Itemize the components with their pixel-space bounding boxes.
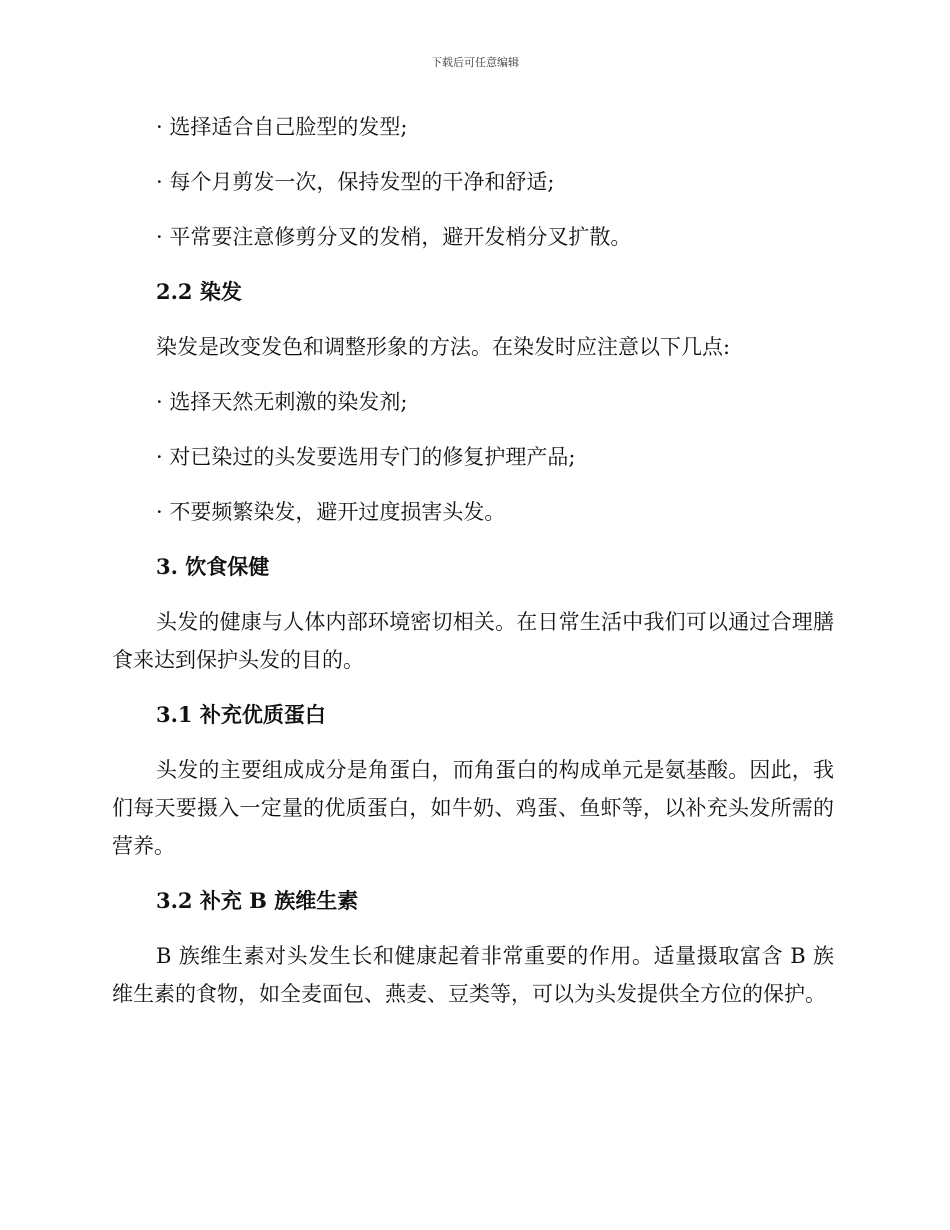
paragraph: B 族维生素对头发生长和健康起着非常重要的作用。适量摄取富含 B 族维生素的食物，如全麦面包、燕麦、豆类等，可以为头发提供全方位的保护。 bbox=[112, 944, 834, 1006]
section-heading: 3.2 补充 B 族维生素 bbox=[156, 888, 359, 913]
page-header: 下载后可任意编辑 bbox=[431, 56, 519, 69]
bullet-item: · 每个月剪发一次，保持发型的干净和舒适; bbox=[156, 170, 555, 194]
bullet-item: · 选择天然无刺激的染发剂; bbox=[156, 390, 408, 414]
bullet-item: · 对已染过的头发要选用专门的修复护理产品; bbox=[156, 445, 576, 469]
bullet-item: · 选择适合自己脸型的发型; bbox=[156, 115, 408, 139]
document-body bbox=[112, 108, 834, 1030]
paragraph: 头发的主要组成成分是角蛋白，而角蛋白的构成单元是氨基酸。因此，我们每天要摄入一定量的优质蛋白，如牛奶、鸡蛋、鱼虾等，以补充头发所需的营养。 bbox=[112, 758, 834, 858]
section-heading: 2.2 染发 bbox=[156, 279, 242, 304]
section-heading: 3.1 补充优质蛋白 bbox=[156, 702, 326, 727]
section-heading: 3. 饮食保健 bbox=[156, 554, 270, 579]
paragraph: 头发的健康与人体内部环境密切相关。在日常生活中我们可以通过合理膳食来达到保护头发的目的。 bbox=[112, 610, 834, 672]
bullet-item: · 不要频繁染发，避开过度损害头发。 bbox=[156, 500, 506, 524]
paragraph: 染发是改变发色和调整形象的方法。在染发时应注意以下几点: bbox=[156, 335, 731, 359]
bullet-item: · 平常要注意修剪分叉的发梢，避开发梢分叉扩散。 bbox=[156, 225, 632, 249]
